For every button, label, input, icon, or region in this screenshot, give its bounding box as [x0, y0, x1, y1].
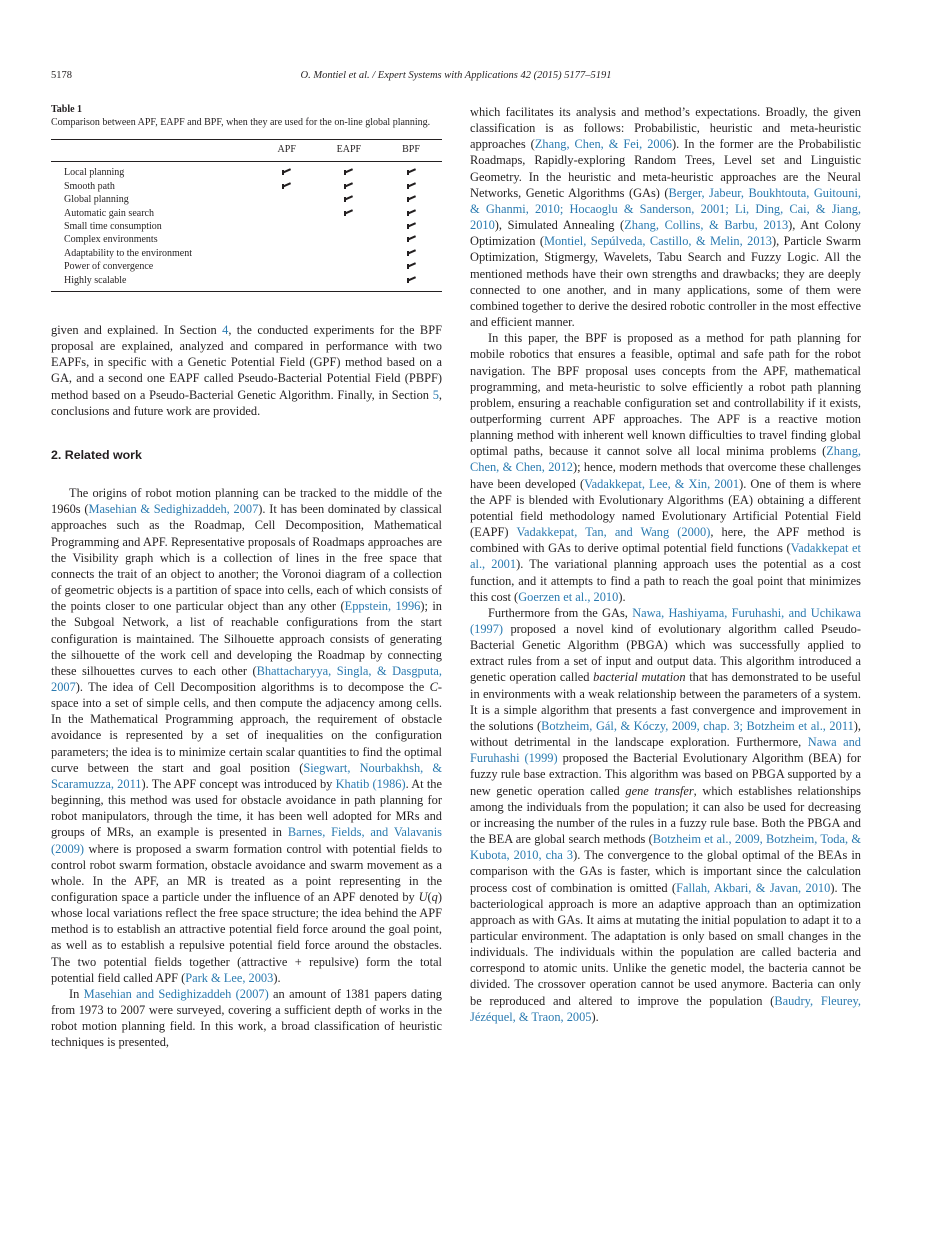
section-heading: 2. Related work: [51, 447, 142, 462]
checkmark-icon: [407, 223, 416, 229]
table-cell-bpf: [380, 180, 442, 193]
table-cell-eapf: [318, 247, 380, 260]
checkmark-icon: [407, 263, 416, 269]
table-cell-apf: [256, 233, 318, 246]
table-row-label: Global planning: [64, 194, 129, 206]
checkmark-icon: [407, 250, 416, 256]
checkmark-icon: [407, 210, 416, 216]
checkmark-icon: [282, 169, 291, 175]
table-cell-eapf: [318, 207, 380, 220]
section-ref-link[interactable]: 5: [432, 387, 439, 402]
table-header-row: [51, 140, 442, 162]
checkmark-icon: [344, 169, 353, 175]
table-cell-apf: [256, 247, 318, 260]
table-cell-bpf: [380, 207, 442, 220]
table-row: [51, 193, 442, 206]
page-number: 5178: [51, 70, 72, 81]
checkmark-icon: [344, 210, 353, 216]
intro-continued-paragraph: given and explained. In Section 4, the conducted experiments for the BPF proposal are explained, analyzed and compared in performance with two EAPFs, in specific with a Genetic Potential Field (GPF) method based on a GA, and a second one EAPF called Pseudo-Bacterial Potential Field (PBPF) method based on a Pseudo-Bacterial Genetic Algorithm. Finally, in Section 5, conclusions and future work are provided.: [51, 323, 442, 418]
table-row-label: Highly scalable: [51, 274, 256, 292]
citation-link[interactable]: Nawa, Hashiyama, Furuhashi, and Uchikawa (1997): [470, 605, 861, 636]
table-header-blank: [51, 140, 256, 162]
citation-link[interactable]: Zhang, Collins, & Barbu, 2013: [624, 218, 789, 233]
citation-link[interactable]: Botzheim et al., 2009, Botzheim, Toda, & Kubota, 2010, cha 3: [470, 832, 861, 863]
citation-link[interactable]: Masehian & Sedighizaddeh, 2007: [88, 502, 259, 517]
table-row-label: Automatic gain search: [64, 207, 154, 219]
checkmark-icon: [282, 183, 291, 189]
citation-link[interactable]: Botzheim, Gál, & Kóczy, 2009, chap. 3; Botzheim et al., 2011: [541, 718, 854, 733]
table-cell-apf: [256, 207, 318, 220]
table-cell-eapf: [318, 274, 380, 292]
spacer: [51, 292, 442, 322]
citation-link[interactable]: Baudry, Fleurey, Jézéquel, & Traon, 2005: [470, 993, 861, 1024]
citation-link[interactable]: Zhang, Chen, & Chen, 2012: [470, 444, 861, 475]
citation-link[interactable]: Siegwart, Nourbakhsh, & Scaramuzza, 2011: [51, 760, 442, 791]
table-cell-apf: [256, 220, 318, 233]
citation-link[interactable]: Masehian and Sedighizaddeh (2007): [83, 986, 269, 1001]
checkmark-icon: [407, 183, 416, 189]
table-cell-eapf: [318, 233, 380, 246]
right-paragraph-2: In this paper, the BPF is proposed as a method for path planning for mobile robotics that ensures a feasible, optimal and safe path for the robot navigation. The BPF proposal uses concepts from the APF, mathematical programming, and meta-heuristic to solve efficiently a robot path planning problem, ensuring a reachable configuration set and controllability if it exists, outperforming current APF approaches. The APF is a reactive motion planning method with inherent well known difficulties to travel finding global optimal paths, because it cannot solve all local minima problems (Zhang, Chen, & Chen, 2012); hence, modern methods that overcome these challenges have been developed (Vadakkepat, Lee, & Xin, 2001). One of them is where the APF is blended with Evolutionary Algorithms (EA) obtaining a different potential field methodology named Evolutionary Artificial Potential Field (EAPF) Vadakkepat, Tan, and Wang (2000), here, the APF method is combined with GAs to derive optimal potential field functions (Vadakkepat et al., 2001). The variational planning approach uses the potential as a cost function, and it attempts to find a path to reach the goal point that minimizes this cost (Goerzen et al., 2010).: [470, 331, 862, 604]
table-cell-bpf: [380, 260, 442, 273]
table-cell-eapf: [318, 220, 380, 233]
table-header-apf: APF: [256, 140, 318, 162]
table-row: [51, 274, 442, 292]
section-ref-link[interactable]: 4: [222, 323, 229, 337]
table-row: [51, 220, 442, 233]
citation-link[interactable]: Fallah, Akbari, & Javan, 2010: [676, 880, 831, 895]
checkmark-icon: [407, 277, 416, 283]
table-cell-apf: [256, 274, 318, 292]
table-cell-bpf: [380, 274, 442, 292]
table-cell-bpf: [380, 220, 442, 233]
table-row: [51, 162, 442, 180]
table-cell-bpf: [380, 193, 442, 206]
table-cell-apf: [256, 180, 318, 193]
citation-link[interactable]: Vadakkepat, Lee, & Xin, 2001: [584, 476, 740, 491]
table-header-bpf: BPF: [380, 140, 442, 162]
right-paragraph-1: which facilitates its analysis and method’s expectations. Broadly, the given classification is as follows: Probabilistic, heuristic and meta-heuristic approaches (Zhang, Chen, & Fei, 2006). In the former are the Probabilistic Roadmaps, Rapidly-exploring Random Trees, Level set and Linguistic Geometry. In the heuristic and meta-heuristic approaches are the Neural Networks, Genetic Algorithms (GAs) (Berger, Jabeur, Boukhtouta, Guitouni, & Ghanmi, 2010; Hocaoglu & Sanderson, 2001; Li, Ding, Cai, & Jiang, 2010), Simulated Annealing (Zhang, Collins, & Barbu, 2013), Ant Colony Optimization (Montiel, Sepúlveda, Castillo, & Melin, 2013), Particle Swarm Optimization, Stigmergy, Wavelets, Tabu Search and Fuzzy Logic. All the mentioned methods have their own strengths and drawbacks; they are deeply connected to one another, and in many applications, some of them were combined together to derive the desired robotic controller in the most effective and efficient manner.: [470, 105, 862, 330]
citation-link[interactable]: Berger, Jabeur, Boukhtouta, Guitouni, & Ghanmi, 2010; Hocaoglu & Sanderson, 2001; Li, Ding, Cai, & Jiang, 2010: [470, 185, 861, 233]
related-work-paragraph-1: The origins of robot motion planning can be tracked to the middle of the 1960s (Masehian & Sedighizaddeh, 2007). It has been dominated by classical approaches such as the Roadmap, Cell Decomposition, Mathematical Programming and APF. Representative proposals of Roadmaps approaches are the Visibility graph which is a collection of lines in the free space that connects the trait of an object to another; the Voronoi diagram of a collection of geometric objects is a partition of space into cells, each of which consists of the points closer to one particular object than any other (Eppstein, 1996); in the Subgoal Network, a list of reachable configurations from the start configuration is maintained. The Silhouette approach consists of generating the silhouette of the work cell and developing the Roadmap by connecting these silhouettes curves to each other (Bhattacharyya, Singla, & Dasgputa, 2007). The idea of Cell Decomposition algorithms is to decompose the C-space into a set of simple cells, and then compute the adjacency among cells. In the Mathematical Programming approach, the requirement of obstacle avoidance is represented by a set of inequalities on the configuration parameters; the idea is to minimize certain scalar quantities to find the optimal curve between the start and goal position (Siegwart, Nourbakhsh, & Scaramuzza, 2011). The APF concept was introduced by Khatib (1986). At the beginning, this method was used for obstacle avoidance in path planning for robot manipulators, through the time, it has been well adopted for MRs and groups of MRs, an example is presented in Barnes, Fields, and Valavanis (2009) where is proposed a swarm formation control with potential fields to control robot swarm formation, obstacle avoidance and swarm movement as a whole. In the APF, an MR is treated as a point representing in the configuration space a particle under the influence of an APF denoted by U(q) whose local variations reflect the free space structure; the idea behind the APF method is to establish an attractive potential field force around the goal point, as well as to establish a repulsive potential field force around the obstacles. The two potential fields together (attractive + repulsive) form the total potential field called APF (Park & Lee, 2003).: [51, 486, 443, 985]
table-row: [51, 233, 442, 246]
table-row-label: Adaptability to the environment: [64, 247, 193, 259]
table-row-label: Smooth path: [64, 180, 115, 192]
related-work-paragraph-2: In Masehian and Sedighizaddeh (2007) an amount of 1381 papers dating from 1973 to 2007 were surveyed, covering a sufficient depth of works in the robot motion planning field. In this work, a broad classification of heuristic techniques is presented,: [51, 986, 443, 1050]
table-cell-eapf: [318, 180, 380, 193]
table-row: [51, 180, 442, 193]
table-cell-bpf: [380, 162, 442, 180]
table-header-eapf: EAPF: [318, 140, 380, 162]
checkmark-icon: [344, 196, 353, 202]
table-caption: Comparison between APF, EAPF and BPF, when they are used for the on-line global planning.: [51, 116, 431, 128]
table-cell-eapf: [318, 162, 380, 180]
table-row-label: Power of convergence: [64, 261, 154, 273]
citation-link[interactable]: Nawa and Furuhashi (1999): [470, 735, 862, 766]
citation-link[interactable]: Barnes, Fields, and Valavanis (2009): [51, 825, 443, 856]
table-body: [51, 162, 442, 292]
table-row-label: Complex environments: [64, 234, 158, 246]
table-row: [51, 247, 442, 260]
table-cell-bpf: [380, 247, 442, 260]
table-row: [51, 260, 442, 273]
left-column: [51, 104, 442, 1051]
citation-link[interactable]: Zhang, Chen, & Fei, 2006: [534, 137, 672, 152]
table-cell-eapf: [318, 193, 380, 206]
citation-link[interactable]: Vadakkepat, Tan, and Wang (2000): [516, 525, 711, 540]
table-row: [51, 207, 442, 220]
right-paragraph-3: Furthermore from the GAs, Nawa, Hashiyama, Furuhashi, and Uchikawa (1997) proposed a novel kind of evolutionary algorithm called Pseudo-Bacterial Genetic Algorithm (PBGA) which was successfully applied to extract rules from a set of input and output data. This algorithm introduced a genetic operation called bacterial mutation that has demonstrated to be useful in environments with a weak relationship between the parameters of a system. It is a simple algorithm that presents a fast convergence and improvement in the solutions (Botzheim, Gál, & Kóczy, 2009, chap. 3; Botzheim et al., 2011), without detrimental in the landscape exploration. Furthermore, Nawa and Furuhashi (1999) proposed the Bacterial Evolutionary Algorithm (BEA) for fuzzy rule base extraction. This algorithm was based on PBGA supported by a new genetic operation called gene transfer, which establishes relationships among the individuals from the population; it can also be used for decreasing or increasing the number of the rules in a fuzzy rule base. Both the PBGA and the BEA are global search methods (Botzheim et al., 2009, Botzheim, Toda, & Kubota, 2010, cha 3). The convergence to the global optimal of the BEAs in comparison with the GAs is faster, which is important since the calculation process cost of combination is omitted (Fallah, Akbari, & Javan, 2010). The bacteriological approach is more an adaptive approach than an optimization approach as with GAs. It aims at mutating the initial population to adapt it to a particular environment. The adaptation is only based on small changes in the individuals. The individuals within the population are called bacteria and correspond to atomic units. Unlike the genetic model, the bacteria cannot be divided. The crossover operation cannot be used anymore. Bacteria can only be reproduced and altered to improve the population (Baudry, Fleurey, Jézéquel, & Traon, 2005).: [470, 605, 862, 1024]
right-column: [470, 104, 861, 1025]
table-row-label: Small time consumption: [64, 220, 162, 232]
citation-link[interactable]: Khatib (1986): [335, 776, 406, 791]
citation-link[interactable]: Montiel, Sepúlveda, Castillo, & Melin, 2013: [543, 234, 772, 249]
table-cell-apf: [256, 193, 318, 206]
table-cell-bpf: [380, 233, 442, 246]
running-header: [51, 70, 861, 86]
table-cell-apf: [256, 162, 318, 180]
checkmark-icon: [344, 183, 353, 189]
citation-link[interactable]: Goerzen et al., 2010: [518, 589, 619, 604]
citation-link[interactable]: Park & Lee, 2003: [185, 970, 274, 985]
comparison-table: [51, 139, 442, 292]
table-label: Table 1: [51, 104, 83, 115]
checkmark-icon: [407, 169, 416, 175]
checkmark-icon: [407, 236, 416, 242]
citation-link[interactable]: Vadakkepat et al., 2001: [470, 541, 861, 572]
checkmark-icon: [407, 196, 416, 202]
table-cell-apf: [256, 260, 318, 273]
citation-link[interactable]: Eppstein, 1996: [344, 599, 421, 614]
table-cell-eapf: [318, 260, 380, 273]
citation-link[interactable]: Bhattacharyya, Singla, & Dasgputa, 2007: [51, 663, 442, 694]
table-row-label: Local planning: [64, 167, 125, 179]
table-caption-block: [51, 104, 442, 129]
running-title: O. Montiel et al. / Expert Systems with Applications 42 (2015) 5177–5191: [300, 70, 612, 81]
